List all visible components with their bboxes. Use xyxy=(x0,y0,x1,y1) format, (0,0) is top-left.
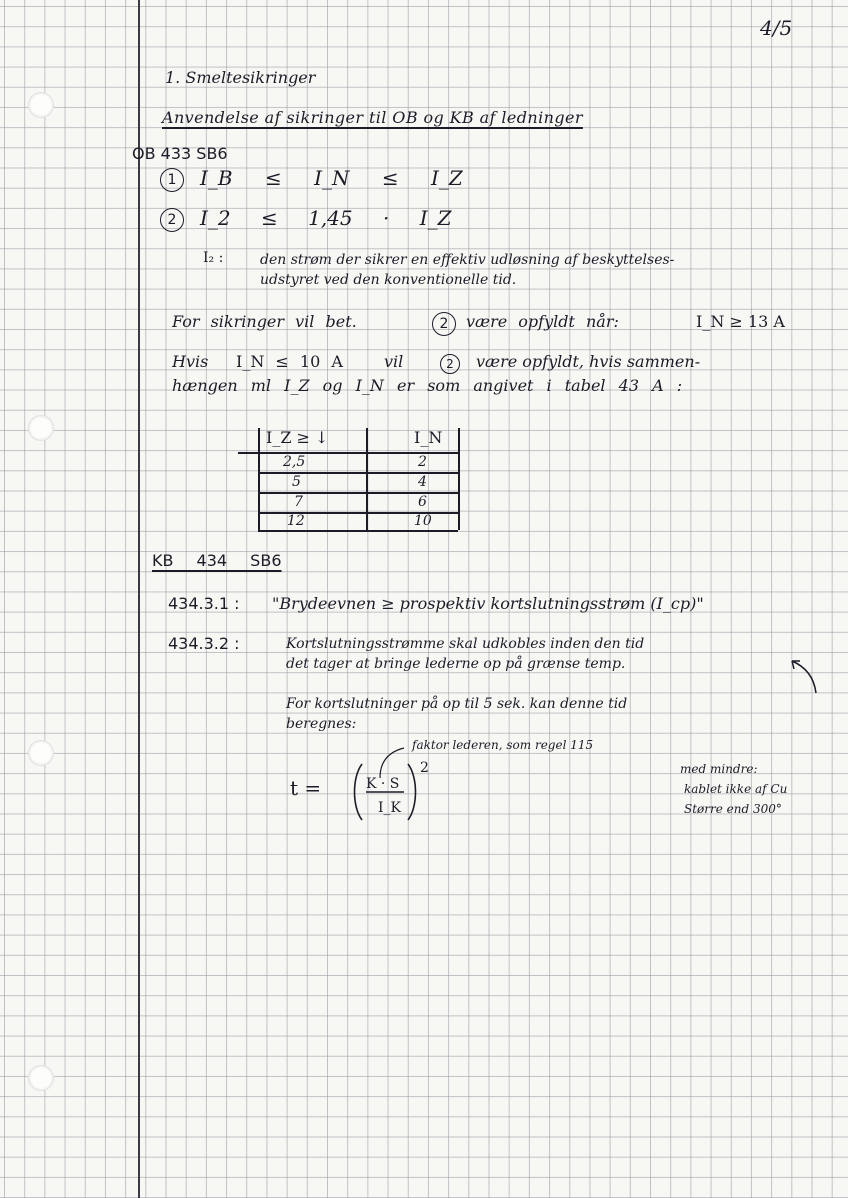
i2-symbol: I₂ : xyxy=(203,250,224,266)
formula-den: I_K xyxy=(378,800,401,816)
condition-1-number: 1 xyxy=(160,168,184,192)
table-cell: 7 xyxy=(294,494,303,510)
kb-label: KB 434 SB6 xyxy=(152,551,282,570)
k1-ref: 434.3.1 : xyxy=(168,594,240,613)
binder-hole xyxy=(28,1065,54,1091)
table-header-in: I_N xyxy=(414,428,443,447)
i2-note-line2: udstyret ved den konventionelle tid. xyxy=(260,272,517,288)
k3-line2: beregnes: xyxy=(286,716,357,732)
k2-line1: Kortslutningsstrømme skal udkobles inden den tid xyxy=(286,636,645,652)
binder-hole xyxy=(28,740,54,766)
heading: Anvendelse af sikringer til OB og KB af ledninger xyxy=(162,108,583,127)
condition-2-text: I_2 ≤ 1,45 · I_Z xyxy=(200,206,452,230)
annotation-med: Større end 300° xyxy=(684,802,782,816)
sikring-circ: 2 xyxy=(432,312,456,336)
k2-line2: det tager at bringe lederne op på grænse temp. xyxy=(286,656,626,672)
table-cell: 6 xyxy=(418,494,427,510)
k3-line1: For kortslutninger på op til 5 sek. kan denne tid xyxy=(286,696,628,712)
sikring-eq: I_N ≥ 13 A xyxy=(696,312,785,331)
table-cell: 10 xyxy=(414,513,432,529)
section-title: 1. Smeltesikringer xyxy=(165,68,316,87)
ob-label: OB 433 SB6 xyxy=(132,144,228,163)
k2-ref: 434.3.2 : xyxy=(168,634,240,653)
table-header-iz: I_Z ≥ ↓ xyxy=(266,428,329,447)
k1-text: "Brydeevnen ≥ prospektiv kortslutningsstrøm (I_cp)" xyxy=(272,594,704,613)
annotation-med: kablet ikke af Cu xyxy=(684,782,788,796)
margin-line xyxy=(138,0,140,1198)
page-number: 4/5 xyxy=(760,16,793,40)
binder-hole xyxy=(28,92,54,118)
table-cell: 4 xyxy=(418,474,427,490)
hvis-mid: vil xyxy=(384,352,404,371)
table-cell: 2 xyxy=(418,454,427,470)
formula-num: K · S xyxy=(366,776,400,792)
formula-lhs: t = xyxy=(290,776,322,800)
sikring-text: For sikringer vil bet. xyxy=(172,312,357,331)
hvis-before: Hvis xyxy=(172,352,209,371)
i2-note-line1: den strøm der sikrer en effektiv udløsning af beskyttelses- xyxy=(260,252,675,268)
table-cell: 12 xyxy=(287,513,305,529)
table-cell: 5 xyxy=(292,474,301,490)
hvis-line2: hængen ml I_Z og I_N er som angivet i tabel 43 A : xyxy=(172,376,683,395)
arrow-icon xyxy=(786,655,826,695)
condition-1-text: I_B ≤ I_N ≤ I_Z xyxy=(200,166,463,190)
table-cell: 2,5 xyxy=(283,454,306,470)
hvis-eq: I_N ≤ 10 A xyxy=(236,352,343,371)
hvis-circ: 2 xyxy=(440,354,460,374)
binder-hole xyxy=(28,415,54,441)
sikring-after: være opfyldt når: xyxy=(466,312,619,331)
hvis-after: være opfyldt, hvis sammen- xyxy=(476,352,701,371)
annotation-med: med mindre: xyxy=(680,762,758,776)
formula-exp: 2 xyxy=(420,760,429,776)
condition-2-number: 2 xyxy=(160,208,184,232)
annotation-k: faktor lederen, som regel 115 xyxy=(412,738,594,752)
